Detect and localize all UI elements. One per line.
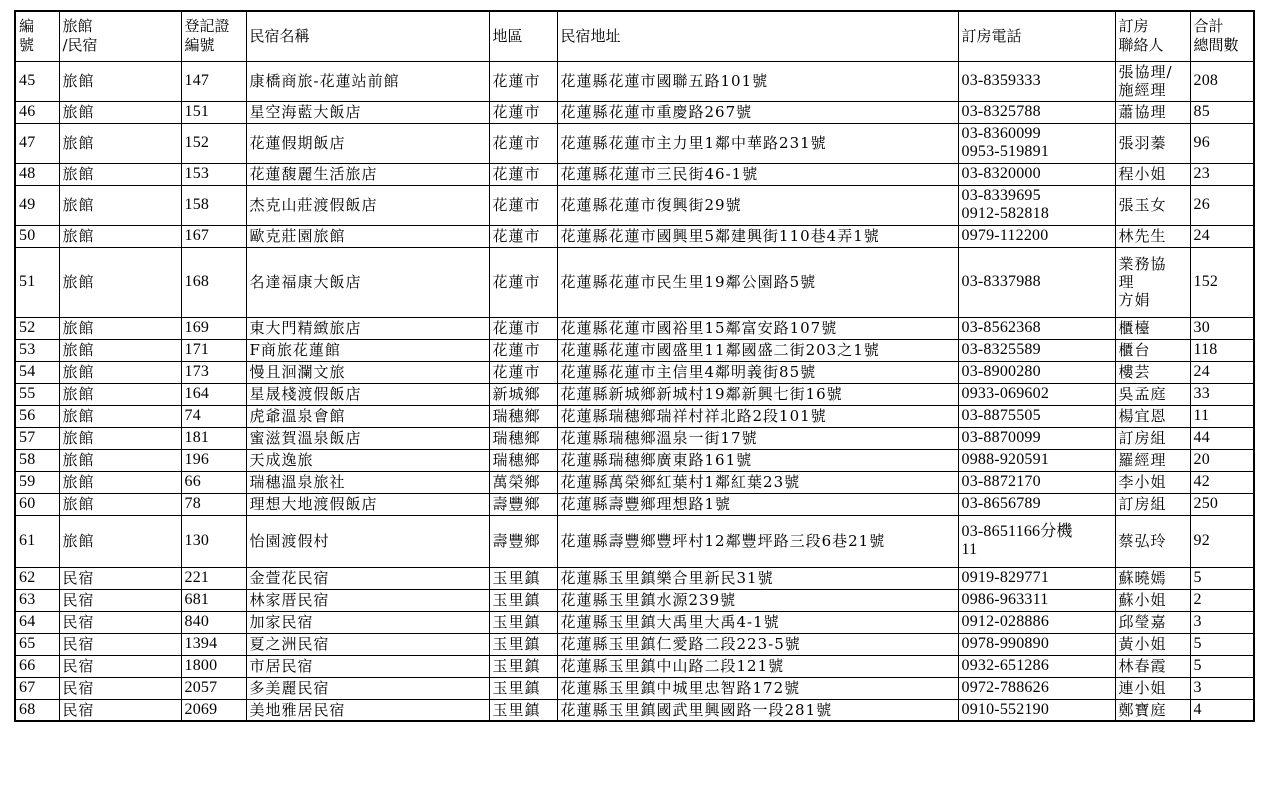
cell-address: 花蓮縣瑞穗鄉瑞祥村祥北路2段101號	[557, 405, 958, 427]
cell-phone: 0986-963311	[958, 589, 1115, 611]
cell-contact: 張羽蓁	[1115, 123, 1190, 163]
cell-area: 花蓮市	[489, 225, 557, 247]
cell-address: 花蓮縣玉里鎮中山路二段121號	[557, 655, 958, 677]
cell-name: F商旅花蓮館	[246, 339, 489, 361]
cell-id: 64	[15, 611, 59, 633]
cell-area: 玉里鎮	[489, 589, 557, 611]
cell-phone: 0932-651286	[958, 655, 1115, 677]
table-row	[15, 567, 1254, 589]
cell-registration-no: 153	[181, 163, 246, 185]
cell-type: 民宿	[59, 677, 181, 699]
cell-registration-no: 164	[181, 383, 246, 405]
cell-registration-no: 181	[181, 427, 246, 449]
cell-phone: 03-8872170	[958, 471, 1115, 493]
cell-registration-no: 74	[181, 405, 246, 427]
cell-phone: 03-8337988	[958, 247, 1115, 317]
cell-contact: 櫃台	[1115, 339, 1190, 361]
header-area: 地區	[489, 11, 557, 61]
cell-registration-no: 78	[181, 493, 246, 515]
cell-id: 53	[15, 339, 59, 361]
cell-address: 花蓮縣花蓮市民生里19鄰公園路5號	[557, 247, 958, 317]
table-row	[15, 699, 1254, 721]
cell-contact: 張玉女	[1115, 185, 1190, 225]
cell-registration-no: 147	[181, 61, 246, 101]
cell-area: 瑞穗鄉	[489, 405, 557, 427]
cell-registration-no: 158	[181, 185, 246, 225]
cell-address: 花蓮縣瑞穗鄉溫泉一街17號	[557, 427, 958, 449]
cell-area: 瑞穗鄉	[489, 427, 557, 449]
cell-room-count: 3	[1190, 611, 1254, 633]
table-row	[15, 317, 1254, 339]
cell-id: 48	[15, 163, 59, 185]
cell-area: 瑞穗鄉	[489, 449, 557, 471]
header-phone: 訂房電話	[958, 11, 1115, 61]
cell-area: 花蓮市	[489, 361, 557, 383]
cell-contact: 羅經理	[1115, 449, 1190, 471]
cell-contact: 林春霞	[1115, 655, 1190, 677]
table-row	[15, 449, 1254, 471]
header-room-count: 合計 總間數	[1190, 11, 1254, 61]
cell-name: 星空海藍大飯店	[246, 101, 489, 123]
cell-address: 花蓮縣新城鄉新城村19鄰新興七街16號	[557, 383, 958, 405]
cell-address: 花蓮縣花蓮市主信里4鄰明義街85號	[557, 361, 958, 383]
cell-type: 旅館	[59, 405, 181, 427]
cell-contact: 黃小姐	[1115, 633, 1190, 655]
cell-id: 62	[15, 567, 59, 589]
cell-address: 花蓮縣花蓮市復興街29號	[557, 185, 958, 225]
cell-name: 康橋商旅-花蓮站前館	[246, 61, 489, 101]
cell-registration-no: 152	[181, 123, 246, 163]
cell-type: 民宿	[59, 699, 181, 721]
cell-registration-no: 151	[181, 101, 246, 123]
cell-room-count: 11	[1190, 405, 1254, 427]
cell-id: 49	[15, 185, 59, 225]
cell-area: 花蓮市	[489, 339, 557, 361]
table-row	[15, 247, 1254, 317]
cell-name: 多美麗民宿	[246, 677, 489, 699]
cell-phone: 03-8359333	[958, 61, 1115, 101]
cell-contact: 樓芸	[1115, 361, 1190, 383]
cell-name: 星晟棧渡假飯店	[246, 383, 489, 405]
cell-address: 花蓮縣花蓮市三民街46-1號	[557, 163, 958, 185]
cell-address: 花蓮縣花蓮市國盛里11鄰國盛二街203之1號	[557, 339, 958, 361]
cell-id: 65	[15, 633, 59, 655]
cell-id: 55	[15, 383, 59, 405]
cell-room-count: 30	[1190, 317, 1254, 339]
cell-type: 旅館	[59, 123, 181, 163]
cell-registration-no: 173	[181, 361, 246, 383]
cell-name: 天成逸旅	[246, 449, 489, 471]
cell-type: 旅館	[59, 163, 181, 185]
cell-address: 花蓮縣花蓮市國興里5鄰建興街110巷4弄1號	[557, 225, 958, 247]
cell-address: 花蓮縣玉里鎮水源239號	[557, 589, 958, 611]
cell-area: 花蓮市	[489, 123, 557, 163]
cell-type: 旅館	[59, 185, 181, 225]
cell-id: 46	[15, 101, 59, 123]
cell-phone: 0912-028886	[958, 611, 1115, 633]
cell-room-count: 33	[1190, 383, 1254, 405]
cell-address: 花蓮縣玉里鎮樂合里新民31號	[557, 567, 958, 589]
cell-type: 旅館	[59, 427, 181, 449]
cell-registration-no: 1394	[181, 633, 246, 655]
cell-phone: 03-8325589	[958, 339, 1115, 361]
cell-type: 旅館	[59, 339, 181, 361]
cell-room-count: 152	[1190, 247, 1254, 317]
cell-id: 60	[15, 493, 59, 515]
cell-area: 花蓮市	[489, 101, 557, 123]
cell-name: 市居民宿	[246, 655, 489, 677]
cell-id: 61	[15, 515, 59, 567]
cell-area: 花蓮市	[489, 317, 557, 339]
cell-type: 旅館	[59, 361, 181, 383]
cell-phone: 03-8651166分機 11	[958, 515, 1115, 567]
cell-name: 蜜滋賀溫泉飯店	[246, 427, 489, 449]
cell-registration-no: 169	[181, 317, 246, 339]
cell-contact: 鄭寶庭	[1115, 699, 1190, 721]
cell-contact: 程小姐	[1115, 163, 1190, 185]
cell-id: 52	[15, 317, 59, 339]
table-row	[15, 471, 1254, 493]
cell-name: 林家厝民宿	[246, 589, 489, 611]
cell-registration-no: 840	[181, 611, 246, 633]
cell-room-count: 208	[1190, 61, 1254, 101]
cell-phone: 0972-788626	[958, 677, 1115, 699]
cell-type: 民宿	[59, 633, 181, 655]
cell-room-count: 4	[1190, 699, 1254, 721]
cell-contact: 連小姐	[1115, 677, 1190, 699]
cell-room-count: 96	[1190, 123, 1254, 163]
cell-name: 夏之洲民宿	[246, 633, 489, 655]
table-row	[15, 101, 1254, 123]
cell-name: 怡園渡假村	[246, 515, 489, 567]
cell-address: 花蓮縣壽豐鄉理想路1號	[557, 493, 958, 515]
cell-room-count: 24	[1190, 361, 1254, 383]
cell-area: 新城鄉	[489, 383, 557, 405]
cell-address: 花蓮縣玉里鎮仁愛路二段223-5號	[557, 633, 958, 655]
cell-phone: 03-8900280	[958, 361, 1115, 383]
cell-phone: 03-8656789	[958, 493, 1115, 515]
cell-phone: 03-8360099 0953-519891	[958, 123, 1115, 163]
cell-name: 東大門精緻旅店	[246, 317, 489, 339]
table-row	[15, 515, 1254, 567]
cell-id: 47	[15, 123, 59, 163]
cell-type: 旅館	[59, 101, 181, 123]
cell-contact: 訂房組	[1115, 427, 1190, 449]
cell-type: 旅館	[59, 383, 181, 405]
header-row	[15, 11, 1254, 61]
cell-phone: 0910-552190	[958, 699, 1115, 721]
cell-name: 花蓮假期飯店	[246, 123, 489, 163]
cell-contact: 櫃檯	[1115, 317, 1190, 339]
cell-name: 名達福康大飯店	[246, 247, 489, 317]
cell-registration-no: 168	[181, 247, 246, 317]
cell-area: 壽豐鄉	[489, 493, 557, 515]
cell-contact: 蘇小姐	[1115, 589, 1190, 611]
cell-address: 花蓮縣花蓮市重慶路267號	[557, 101, 958, 123]
cell-area: 玉里鎮	[489, 699, 557, 721]
cell-address: 花蓮縣萬榮鄉紅葉村1鄰紅葉23號	[557, 471, 958, 493]
cell-room-count: 23	[1190, 163, 1254, 185]
cell-area: 玉里鎮	[489, 633, 557, 655]
cell-registration-no: 66	[181, 471, 246, 493]
cell-area: 玉里鎮	[489, 611, 557, 633]
table-row	[15, 383, 1254, 405]
cell-address: 花蓮縣玉里鎮國武里興國路一段281號	[557, 699, 958, 721]
header-id: 編 號	[15, 11, 59, 61]
cell-id: 51	[15, 247, 59, 317]
cell-phone: 03-8875505	[958, 405, 1115, 427]
cell-address: 花蓮縣花蓮市主力里1鄰中華路231號	[557, 123, 958, 163]
cell-name: 虎爺溫泉會館	[246, 405, 489, 427]
cell-id: 56	[15, 405, 59, 427]
cell-name: 慢且洄瀾文旅	[246, 361, 489, 383]
cell-type: 旅館	[59, 247, 181, 317]
table-row	[15, 123, 1254, 163]
cell-registration-no: 2057	[181, 677, 246, 699]
cell-contact: 蔡弘玲	[1115, 515, 1190, 567]
cell-area: 萬榮鄉	[489, 471, 557, 493]
cell-id: 63	[15, 589, 59, 611]
cell-room-count: 24	[1190, 225, 1254, 247]
cell-room-count: 92	[1190, 515, 1254, 567]
cell-room-count: 44	[1190, 427, 1254, 449]
cell-contact: 吳孟庭	[1115, 383, 1190, 405]
cell-room-count: 42	[1190, 471, 1254, 493]
cell-type: 民宿	[59, 655, 181, 677]
cell-type: 旅館	[59, 471, 181, 493]
cell-area: 花蓮市	[489, 185, 557, 225]
cell-id: 67	[15, 677, 59, 699]
table-row	[15, 427, 1254, 449]
cell-phone: 03-8562368	[958, 317, 1115, 339]
table-row	[15, 361, 1254, 383]
cell-phone: 0979-112200	[958, 225, 1115, 247]
table-row	[15, 339, 1254, 361]
cell-contact: 李小姐	[1115, 471, 1190, 493]
cell-contact: 林先生	[1115, 225, 1190, 247]
cell-room-count: 5	[1190, 633, 1254, 655]
table-row	[15, 611, 1254, 633]
cell-contact: 蘇曉嫣	[1115, 567, 1190, 589]
table-row	[15, 185, 1254, 225]
cell-contact: 楊宜恩	[1115, 405, 1190, 427]
table-row	[15, 225, 1254, 247]
cell-type: 民宿	[59, 589, 181, 611]
cell-id: 58	[15, 449, 59, 471]
cell-type: 旅館	[59, 515, 181, 567]
cell-room-count: 20	[1190, 449, 1254, 471]
cell-registration-no: 130	[181, 515, 246, 567]
cell-id: 50	[15, 225, 59, 247]
header-registration-no: 登記證 編號	[181, 11, 246, 61]
cell-phone: 0919-829771	[958, 567, 1115, 589]
cell-name: 金萱花民宿	[246, 567, 489, 589]
cell-room-count: 5	[1190, 567, 1254, 589]
cell-id: 45	[15, 61, 59, 101]
header-contact: 訂房 聯絡人	[1115, 11, 1190, 61]
cell-contact: 業務協 理 方娟	[1115, 247, 1190, 317]
cell-address: 花蓮縣玉里鎮中城里忠智路172號	[557, 677, 958, 699]
cell-contact: 張協理/ 施經理	[1115, 61, 1190, 101]
cell-type: 旅館	[59, 449, 181, 471]
cell-registration-no: 171	[181, 339, 246, 361]
cell-contact: 訂房組	[1115, 493, 1190, 515]
cell-registration-no: 2069	[181, 699, 246, 721]
cell-area: 花蓮市	[489, 163, 557, 185]
cell-address: 花蓮縣瑞穗鄉廣東路161號	[557, 449, 958, 471]
cell-type: 民宿	[59, 567, 181, 589]
cell-phone: 0933-069602	[958, 383, 1115, 405]
cell-name: 加家民宿	[246, 611, 489, 633]
cell-room-count: 3	[1190, 677, 1254, 699]
cell-phone: 0988-920591	[958, 449, 1115, 471]
cell-name: 花蓮馥麗生活旅店	[246, 163, 489, 185]
cell-phone: 03-8339695 0912-582818	[958, 185, 1115, 225]
cell-address: 花蓮縣花蓮市國聯五路101號	[557, 61, 958, 101]
cell-registration-no: 1800	[181, 655, 246, 677]
table-row	[15, 655, 1254, 677]
cell-address: 花蓮縣玉里鎮大禹里大禹4-1號	[557, 611, 958, 633]
cell-id: 66	[15, 655, 59, 677]
header-type: 旅館 /民宿	[59, 11, 181, 61]
cell-phone: 03-8325788	[958, 101, 1115, 123]
cell-registration-no: 681	[181, 589, 246, 611]
cell-area: 玉里鎮	[489, 567, 557, 589]
table-row	[15, 61, 1254, 101]
header-address: 民宿地址	[557, 11, 958, 61]
cell-id: 57	[15, 427, 59, 449]
cell-type: 旅館	[59, 317, 181, 339]
cell-id: 68	[15, 699, 59, 721]
cell-address: 花蓮縣花蓮市國裕里15鄰富安路107號	[557, 317, 958, 339]
lodging-table	[14, 10, 1255, 722]
cell-area: 花蓮市	[489, 247, 557, 317]
cell-registration-no: 196	[181, 449, 246, 471]
cell-phone: 03-8870099	[958, 427, 1115, 449]
header-name: 民宿名稱	[246, 11, 489, 61]
table-header	[15, 11, 1254, 61]
cell-area: 花蓮市	[489, 61, 557, 101]
cell-type: 旅館	[59, 225, 181, 247]
cell-name: 歐克莊園旅館	[246, 225, 489, 247]
cell-type: 旅館	[59, 61, 181, 101]
table-row	[15, 677, 1254, 699]
cell-area: 玉里鎮	[489, 655, 557, 677]
cell-room-count: 5	[1190, 655, 1254, 677]
cell-address: 花蓮縣壽豐鄉豐坪村12鄰豐坪路三段6巷21號	[557, 515, 958, 567]
cell-id: 54	[15, 361, 59, 383]
cell-phone: 0978-990890	[958, 633, 1115, 655]
table-row	[15, 493, 1254, 515]
cell-room-count: 250	[1190, 493, 1254, 515]
cell-area: 玉里鎮	[489, 677, 557, 699]
cell-phone: 03-8320000	[958, 163, 1115, 185]
cell-room-count: 2	[1190, 589, 1254, 611]
cell-area: 壽豐鄉	[489, 515, 557, 567]
cell-type: 旅館	[59, 493, 181, 515]
cell-contact: 邱瑩嘉	[1115, 611, 1190, 633]
cell-id: 59	[15, 471, 59, 493]
cell-name: 理想大地渡假飯店	[246, 493, 489, 515]
cell-name: 杰克山莊渡假飯店	[246, 185, 489, 225]
cell-type: 民宿	[59, 611, 181, 633]
table-row	[15, 589, 1254, 611]
cell-registration-no: 167	[181, 225, 246, 247]
cell-room-count: 118	[1190, 339, 1254, 361]
table-row	[15, 405, 1254, 427]
cell-contact: 蕭協理	[1115, 101, 1190, 123]
cell-registration-no: 221	[181, 567, 246, 589]
cell-room-count: 85	[1190, 101, 1254, 123]
cell-name: 瑞穗溫泉旅社	[246, 471, 489, 493]
table-row	[15, 633, 1254, 655]
table-body	[15, 61, 1254, 721]
cell-name: 美地雅居民宿	[246, 699, 489, 721]
table-row	[15, 163, 1254, 185]
cell-room-count: 26	[1190, 185, 1254, 225]
